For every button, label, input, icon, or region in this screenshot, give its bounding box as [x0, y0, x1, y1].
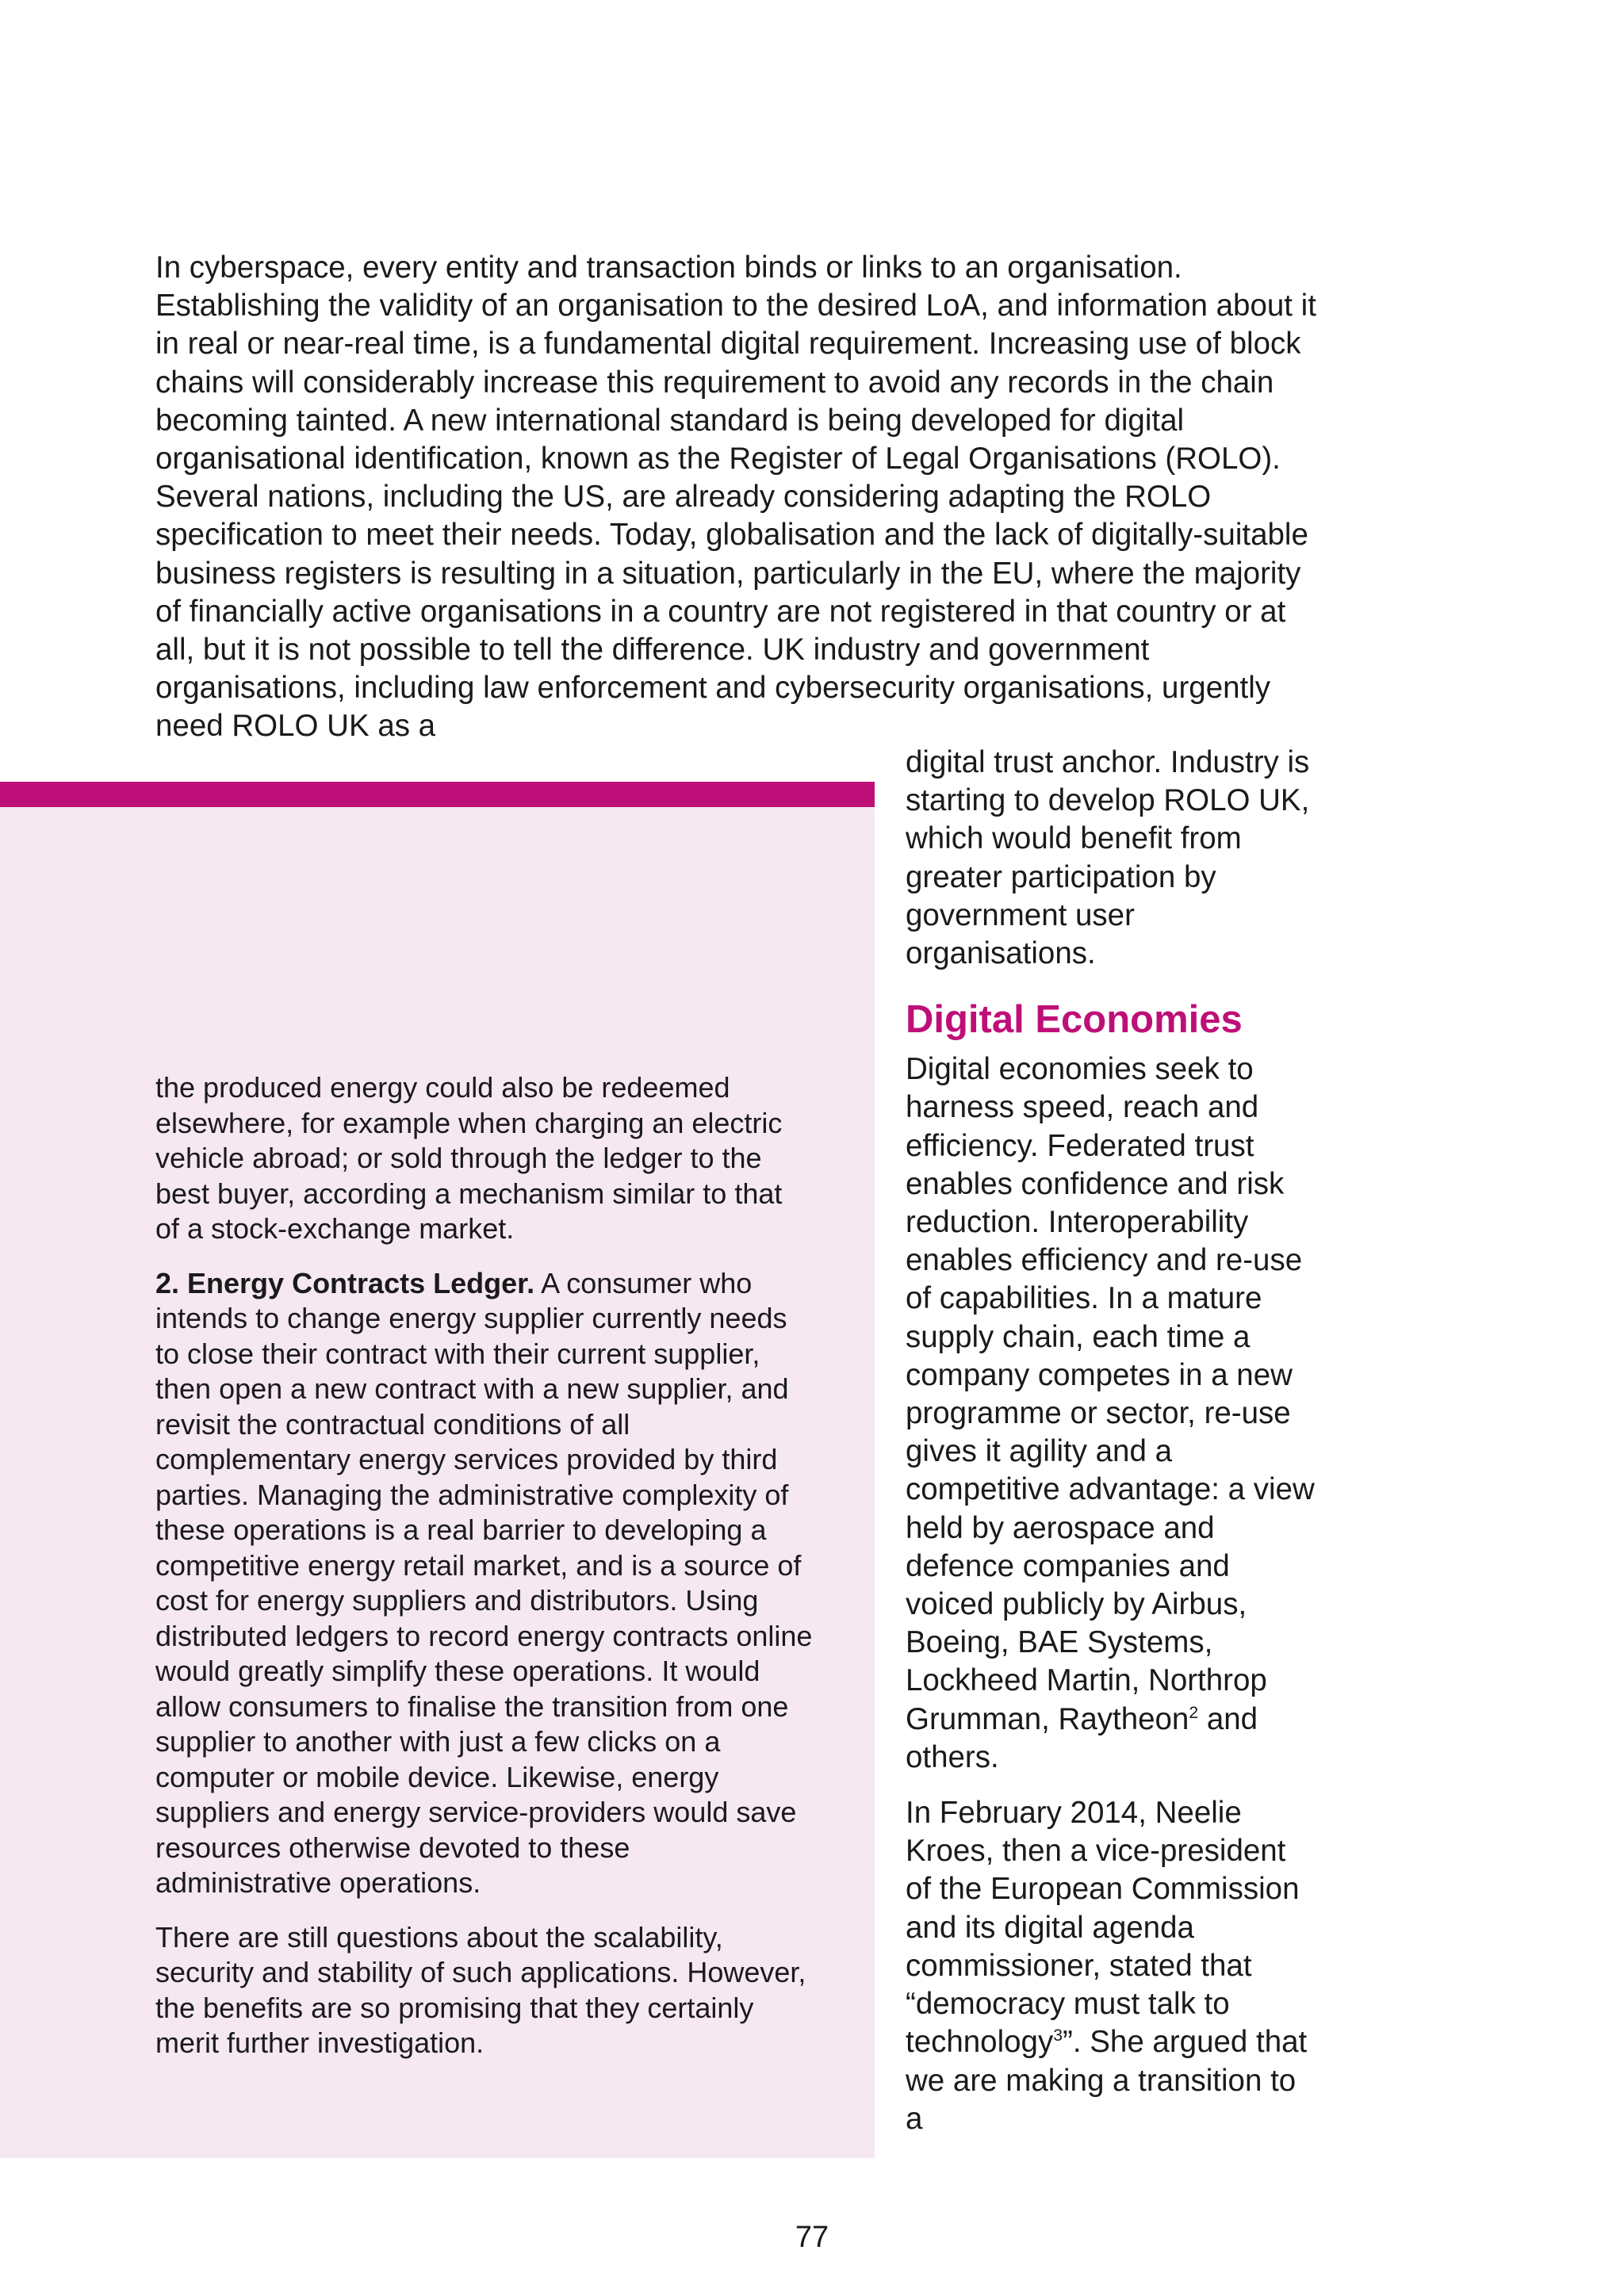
- sidebar-accent-bar: [0, 782, 875, 807]
- sidebar-paragraph-2-body: A consumer who intends to change energy supplier currently needs to close their contract with their current supplier, then open a new contract with a new supplier, and revisit the contractual conditions of all complementary energy services provided by third parties. Managing the administrative complexity of these operations is a real barrier to developing a competitive energy retail market, and is a source of cost for energy suppliers and distributors. Using distributed ledgers to record energy contracts online would greatly simplify these operations. It would allow consumers to finalise the transition from one supplier to another with just a few clicks on a computer or mobile device. Likewise, energy suppliers and energy service-providers would save resources otherwise devoted to these administrative operations.: [155, 1266, 813, 1899]
- sidebar-paragraph-3: There are still questions about the scalability, security and stability of such applications. However, the benefits are so promising that they certainly merit further investigation.: [155, 1920, 806, 2059]
- case-study-sidebar: [0, 782, 875, 2158]
- right-column: [906, 744, 1318, 2138]
- intro-continuation: digital trust anchor. Industry is starting to develop ROLO UK, which would benefit from greater participation by government user organisations.: [906, 745, 1310, 971]
- paragraph-2-tail: ”. She argued that we are making a transition to a: [906, 2025, 1308, 2136]
- page-number: 77: [795, 2221, 829, 2254]
- footnote-ref-2[interactable]: 2: [1189, 1703, 1199, 1722]
- sidebar-paragraph-2: [155, 1266, 814, 1901]
- paragraph-1-text: Digital economies seek to harness speed, reach and efficiency. Federated trust enables confidence and risk reduction. Interoperability enables efficiency and re-use of capabilities. In a mature supply chain, each time a company competes in a new programme or sector, re-use gives it agility and a competitive advantage: a view held by aerospace and defence companies and voiced publicly by Airbus, Boeing, BAE Systems, Lockheed Martin, Northrop Grumman, Raytheon: [906, 1052, 1315, 1736]
- energy-contracts-ledger-heading: 2. Energy Contracts Ledger.: [155, 1266, 535, 1299]
- section-heading: Digital Economies: [906, 998, 1243, 1042]
- footnote-ref-3[interactable]: 3: [1053, 2026, 1063, 2045]
- intro-paragraph: In cyberspace, every entity and transaction binds or links to an organisation. Establishing the validity of an organisation to the desired LoA, and information about it in real or near-real time, is a fundamental digital requirement. Increasing use of block chains will considerably increase this requirement to avoid any records in the chain becoming tainted. A new international standard is being developed for digital organisational identification, known as the Register of Legal Organisations (ROLO). Several nations, including the US, are already considering adapting the ROLO specification to meet their needs. Today, globalisation and the lack of digitally-suitable business registers is resulting in a situation, particularly in the EU, where the majority of financially active organisations in a country are not registered in that country or at all, but it is not possible to tell the difference. UK industry and government organisations, including law enforcement and cybersecurity organisations, urgently need ROLO UK as a: [155, 251, 1316, 744]
- sidebar-paragraph-1: the produced energy could also be redeemed elsewhere, for example when charging an electric vehicle abroad; or sold through the ledger to the best buyer, according a mechanism similar to that of a stock-exchange market.: [155, 1071, 783, 1245]
- digital-economies-paragraph-1: [906, 1050, 1318, 1777]
- paragraph-1-tail: and others.: [906, 1701, 1258, 1774]
- digital-economies-paragraph-2: [906, 1794, 1318, 2138]
- paragraph-2-text: In February 2014, Neelie Kroes, then a vice-president of the European Commission and its digital agenda commissioner, stated that “democracy must talk to technology: [906, 1796, 1300, 2060]
- sidebar-text: [155, 1070, 814, 2080]
